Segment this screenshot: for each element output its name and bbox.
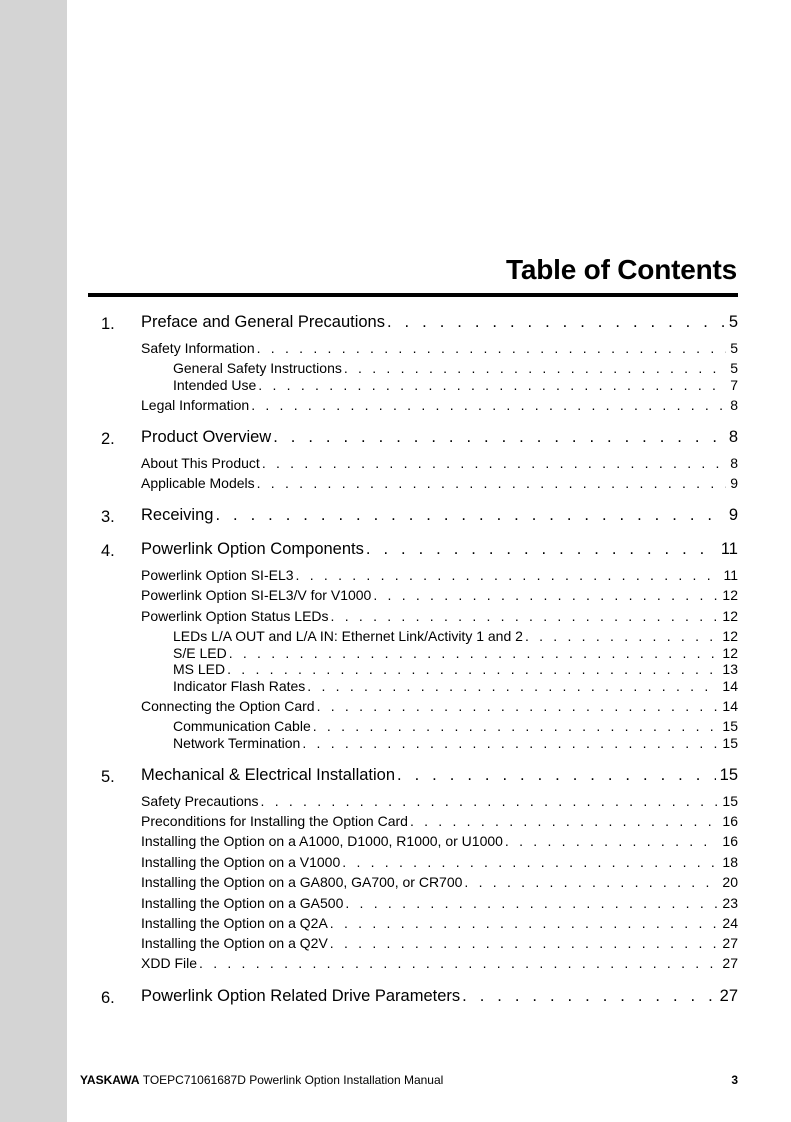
dot-leader — [330, 915, 719, 931]
dot-leader — [302, 735, 718, 751]
toc-entry-label: Powerlink Option Related Drive Parameters — [141, 987, 461, 1005]
page-title: Table of Contents — [506, 254, 737, 285]
toc-entry-level-2[interactable] — [141, 874, 738, 896]
toc-entry-level-2[interactable] — [141, 340, 738, 362]
dot-leader — [330, 935, 719, 951]
toc-entry-page: 15 — [722, 735, 738, 751]
dot-leader — [373, 587, 718, 603]
toc-entry-level-3[interactable] — [173, 377, 738, 399]
toc-entry-page: 15 — [719, 766, 738, 784]
dot-leader — [313, 718, 719, 734]
toc-entry-label: Product Overview — [141, 428, 272, 446]
toc-entry-page: 12 — [722, 645, 738, 661]
toc-entry-label: Preconditions for Installing the Option Card — [141, 813, 408, 829]
toc-entry-label: About This Product — [141, 455, 260, 471]
toc-entry-label: Network Termination — [173, 735, 301, 751]
dot-leader — [317, 698, 719, 714]
toc-entry-level-2[interactable] — [141, 397, 738, 419]
toc-entry-page: 12 — [722, 587, 738, 603]
toc-entry-page: 8 — [730, 455, 738, 471]
toc-entry-page: 12 — [722, 628, 738, 644]
toc-entry-level-2[interactable] — [141, 915, 738, 937]
toc-entry-page: 7 — [730, 377, 738, 393]
toc-entry-page: 20 — [722, 874, 738, 890]
dot-leader — [331, 608, 719, 624]
toc-entry-label: Safety Information — [141, 340, 255, 356]
dot-leader — [296, 567, 720, 583]
toc-entry-page: 11 — [720, 540, 738, 558]
toc-entry-label: Mechanical & Electrical Installation — [141, 766, 396, 784]
toc-entry-label: Preface and General Precautions — [141, 313, 385, 331]
dot-leader — [257, 475, 727, 491]
section-number: 1. — [101, 315, 115, 333]
toc-entry-page: 16 — [722, 813, 738, 829]
dot-leader — [342, 854, 718, 870]
toc-entry-label: Receiving — [141, 506, 214, 524]
toc-entry-level-2[interactable] — [141, 475, 738, 497]
toc-entry-label: Powerlink Option SI-EL3 — [141, 567, 294, 583]
dot-leader — [464, 874, 718, 890]
toc-entry-level-2[interactable] — [141, 698, 738, 720]
toc-entry-page: 16 — [722, 833, 738, 849]
section-number: 5. — [101, 768, 115, 786]
dot-leader — [345, 895, 718, 911]
dot-leader — [229, 645, 719, 661]
toc-entry-page: 5 — [728, 313, 738, 331]
footer-document — [80, 1073, 443, 1087]
toc-entry-label: Powerlink Option SI-EL3/V for V1000 — [141, 587, 372, 603]
toc-entry-label: Installing the Option on a GA500 — [141, 895, 344, 911]
dot-leader — [387, 313, 725, 332]
toc-entry-page: 14 — [722, 678, 738, 694]
toc-entry-label: Legal Information — [141, 397, 250, 413]
dot-leader — [257, 340, 727, 356]
dot-leader — [505, 833, 719, 849]
dot-leader — [366, 540, 717, 559]
toc-entry-level-2[interactable] — [141, 455, 738, 477]
toc-entry-level-2[interactable] — [141, 895, 738, 917]
footer-brand: YASKAWA — [80, 1073, 140, 1087]
toc-entry-page: 9 — [728, 506, 738, 524]
toc-entry-label: Powerlink Option Status LEDs — [141, 608, 329, 624]
dot-leader — [262, 455, 726, 471]
toc-entry-label: Safety Precautions — [141, 793, 259, 809]
dot-leader — [251, 397, 726, 413]
toc-entry-label: Indicator Flash Rates — [173, 678, 306, 694]
dot-leader — [525, 628, 718, 644]
toc-entry-page: 8 — [730, 397, 738, 413]
toc-entry-page: 18 — [722, 854, 738, 870]
toc-entry-level-2[interactable] — [141, 833, 738, 855]
toc-entry-page: 27 — [722, 955, 738, 971]
toc-entry-label: Connecting the Option Card — [141, 698, 315, 714]
dot-leader — [258, 377, 726, 393]
toc-entry-label: MS LED — [173, 661, 226, 677]
toc-entry-label: S/E LED — [173, 645, 227, 661]
toc-entry-label: Installing the Option on a A1000, D1000, R1000, or U1000 — [141, 833, 503, 849]
dot-leader — [199, 955, 718, 971]
toc-entry-page: 24 — [722, 915, 738, 931]
toc-entry-level-2[interactable] — [141, 587, 738, 609]
toc-entry-level-2[interactable] — [141, 567, 738, 589]
toc-entry-level-2[interactable] — [141, 935, 738, 957]
toc-entry-level-2[interactable] — [141, 793, 738, 815]
toc-entry-label: LEDs L/A OUT and L/A IN: Ethernet Link/Activity 1 and 2 — [173, 628, 523, 644]
footer-page-number: 3 — [731, 1073, 738, 1087]
toc-entry-page: 12 — [722, 608, 738, 624]
toc-entry-level-2[interactable] — [141, 608, 738, 630]
toc-entry-label: Installing the Option on a V1000 — [141, 854, 341, 870]
toc-entry-label: Installing the Option on a GA800, GA700, or CR700 — [141, 874, 463, 890]
toc-entry-page: 23 — [722, 895, 738, 911]
section-number: 4. — [101, 542, 115, 560]
toc-entry-level-3[interactable] — [173, 735, 738, 757]
toc-entry-page: 15 — [722, 793, 738, 809]
footer-doc-title: TOEPC71061687D Powerlink Option Installation Manual — [142, 1073, 444, 1087]
toc-entry-level-2[interactable] — [141, 813, 738, 835]
section-number: 3. — [101, 508, 115, 526]
dot-leader — [215, 506, 724, 525]
toc-entry-label: Powerlink Option Components — [141, 540, 364, 558]
toc-entry-level-1[interactable] — [141, 428, 738, 450]
toc-entry-page: 5 — [730, 360, 738, 376]
dot-leader — [273, 428, 725, 447]
toc-entry-label: General Safety Instructions — [173, 360, 342, 376]
toc-entry-label: XDD File — [141, 955, 198, 971]
dot-leader — [261, 793, 719, 809]
toc-entry-label: Applicable Models — [141, 475, 255, 491]
toc-entry-label: Intended Use — [173, 377, 257, 393]
dot-leader — [397, 766, 716, 785]
toc-entry-page: 13 — [722, 661, 738, 677]
toc-entry-page: 14 — [722, 698, 738, 714]
toc-entry-page: 11 — [723, 567, 738, 583]
dot-leader — [307, 678, 718, 694]
toc-entry-level-1[interactable] — [141, 313, 738, 335]
toc-entry-level-3[interactable] — [173, 678, 738, 700]
dot-leader — [344, 360, 726, 376]
toc-entry-page: 9 — [730, 475, 738, 491]
toc-entry-page: 15 — [722, 718, 738, 734]
toc-entry-page: 27 — [722, 935, 738, 951]
toc-entry-level-2[interactable] — [141, 955, 738, 977]
toc-entry-page: 8 — [728, 428, 738, 446]
toc-entry-label: Communication Cable — [173, 718, 311, 734]
toc-entry-page: 27 — [719, 987, 738, 1005]
dot-leader — [410, 813, 718, 829]
toc-entry-label: Installing the Option on a Q2V — [141, 935, 328, 951]
toc-entry-label: Installing the Option on a Q2A — [141, 915, 328, 931]
section-number: 2. — [101, 430, 115, 448]
toc-entry-level-1[interactable] — [141, 766, 738, 788]
dot-leader — [227, 661, 718, 677]
section-number: 6. — [101, 989, 115, 1007]
toc-entry-level-1[interactable] — [141, 540, 738, 562]
dot-leader — [462, 987, 716, 1006]
toc-entry-page: 5 — [730, 340, 738, 356]
toc-entry-level-2[interactable] — [141, 854, 738, 876]
toc-entry-level-1[interactable] — [141, 506, 738, 528]
toc-entry-level-1[interactable] — [141, 987, 738, 1009]
